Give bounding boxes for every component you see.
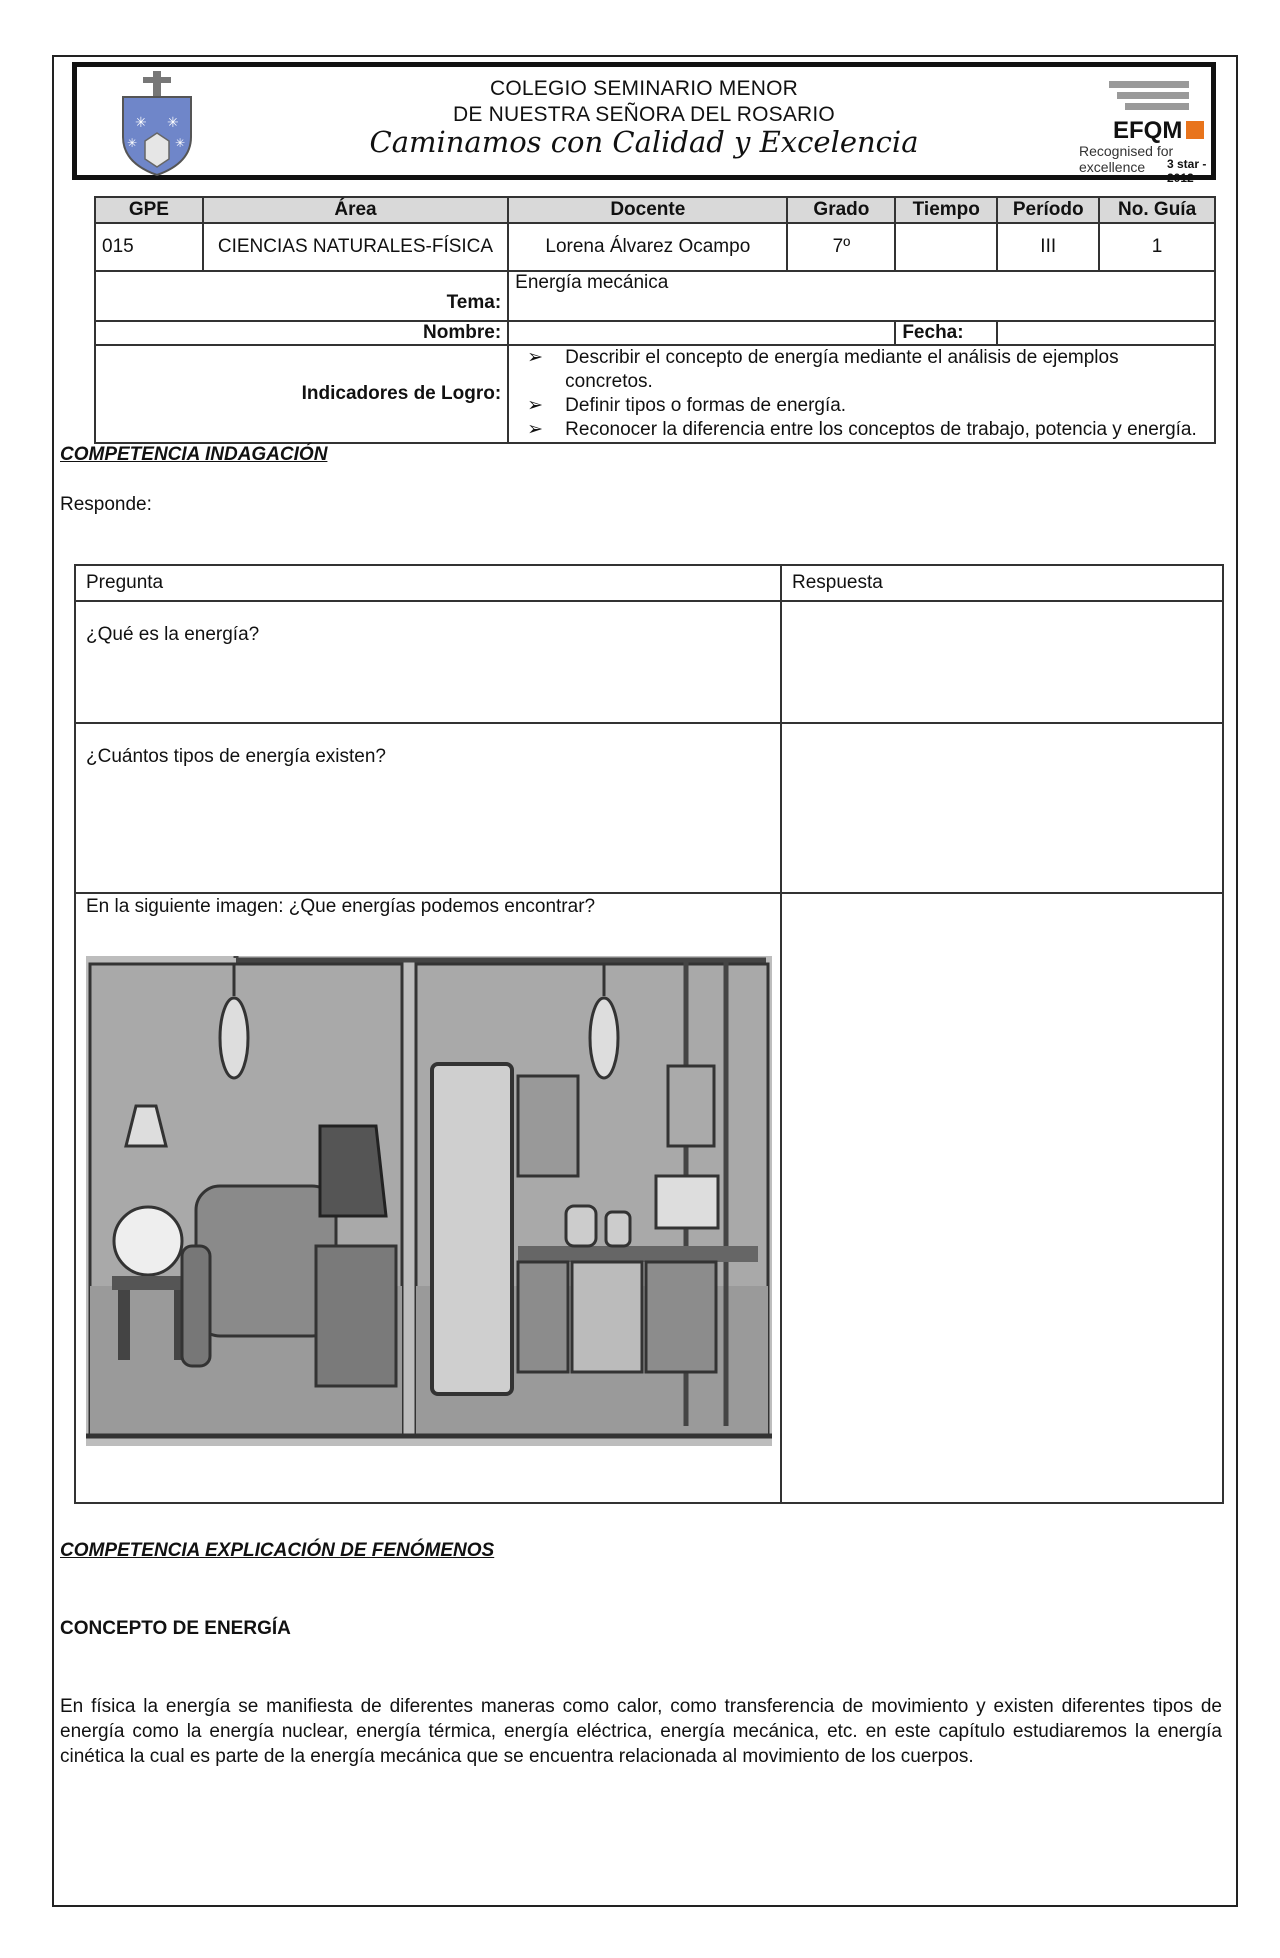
answer-field[interactable] xyxy=(781,723,1223,893)
qa-header-row xyxy=(75,565,1223,601)
efqm-tagline: Recognised for excellence xyxy=(1079,143,1174,175)
question-text: ¿Cuántos tipos de energía existen? xyxy=(75,723,781,893)
section-explicacion-title: COMPETENCIA EXPLICACIÓN DE FENÓMENOS xyxy=(60,1540,495,1561)
header-area: Área xyxy=(203,197,508,223)
header-tiempo: Tiempo xyxy=(895,197,997,223)
indicadores-list xyxy=(515,346,1208,442)
efqm-stars: 3 star - 2012 xyxy=(1167,157,1207,185)
question-text: En la siguiente imagen: ¿Que energías podemos encontrar? xyxy=(86,896,596,917)
header-periodo: Período xyxy=(997,197,1099,223)
value-periodo: III xyxy=(997,223,1099,271)
concepto-paragraph: En física la energía se manifiesta de diferentes maneras como calor, como transferencia de movimiento y existen diferentes tipos de energía como la energía nuclear, energía térmica, energía eléctrica, energía mecánica, etc. en este capítulo estudiaremos la energía cinética la cual es parte de la energía mecánica que se encuentra relacionada al movimiento de los cuerpos. xyxy=(60,1696,1222,1767)
answer-field[interactable] xyxy=(781,893,1223,1503)
qa-col-answer: Respuesta xyxy=(781,565,1223,601)
value-gpe: 015 xyxy=(95,223,203,271)
answer-field[interactable] xyxy=(781,601,1223,723)
value-guia: 1 xyxy=(1099,223,1215,271)
efqm-logo xyxy=(1009,67,1209,185)
header-grado: Grado xyxy=(787,197,895,223)
header-box xyxy=(72,62,1216,185)
info-value-row xyxy=(95,223,1215,271)
info-header-row xyxy=(95,197,1215,223)
qa-row xyxy=(75,723,1223,893)
qa-row xyxy=(75,601,1223,723)
value-grado: 7º xyxy=(787,223,895,271)
info-table xyxy=(94,196,1216,444)
svg-text:✳: ✳ xyxy=(175,136,186,150)
qa-col-question: Pregunta xyxy=(75,565,781,601)
house-energy-illustration xyxy=(86,956,772,1446)
section-indagacion-title: COMPETENCIA INDAGACIÓN xyxy=(60,444,328,465)
tema-value: Energía mecánica xyxy=(508,271,1215,321)
value-docente: Lorena Álvarez Ocampo xyxy=(508,223,787,271)
tema-row xyxy=(95,271,1215,321)
svg-text:✳: ✳ xyxy=(135,115,147,131)
nombre-row xyxy=(95,321,1215,345)
fecha-label: Fecha: xyxy=(895,321,997,345)
qa-row xyxy=(75,893,1223,1503)
efqm-square-icon xyxy=(1186,121,1204,139)
question-text: ¿Qué es la energía? xyxy=(75,601,781,723)
svg-text:✳: ✳ xyxy=(127,136,138,150)
value-tiempo xyxy=(895,223,997,271)
responde-label: Responde: xyxy=(60,494,152,515)
indicadores-label: Indicadores de Logro: xyxy=(95,345,508,443)
efqm-bars-icon xyxy=(1109,81,1189,114)
value-area: CIENCIAS NATURALES-FÍSICA xyxy=(203,223,508,271)
efqm-wordmark: EFQM xyxy=(1113,117,1204,145)
nombre-field[interactable] xyxy=(508,321,895,345)
indicador-item: ➢ Reconocer la diferencia entre los conceptos de trabajo, potencia y energía. xyxy=(565,418,1208,442)
school-name-line2: DE NUESTRA SEÑORA DEL ROSARIO xyxy=(453,103,835,126)
svg-text:✳: ✳ xyxy=(167,115,179,131)
header-gpe: GPE xyxy=(95,197,203,223)
indicador-item: ➢ Describir el concepto de energía mediante el análisis de ejemplos concretos. xyxy=(565,346,1208,394)
school-motto: Caminamos con Calidad y Excelencia xyxy=(369,125,919,159)
school-name-line1: COLEGIO SEMINARIO MENOR xyxy=(490,77,798,100)
indicadores-row xyxy=(95,345,1215,443)
concepto-title: CONCEPTO DE ENERGÍA xyxy=(60,1618,291,1639)
tema-label: Tema: xyxy=(95,271,508,321)
fecha-field[interactable] xyxy=(997,321,1215,345)
qa-table xyxy=(74,564,1224,1504)
header-docente: Docente xyxy=(508,197,787,223)
nombre-label: Nombre: xyxy=(95,321,508,345)
indicador-item: ➢ Definir tipos o formas de energía. xyxy=(565,394,1208,418)
header-guia: No. Guía xyxy=(1099,197,1215,223)
